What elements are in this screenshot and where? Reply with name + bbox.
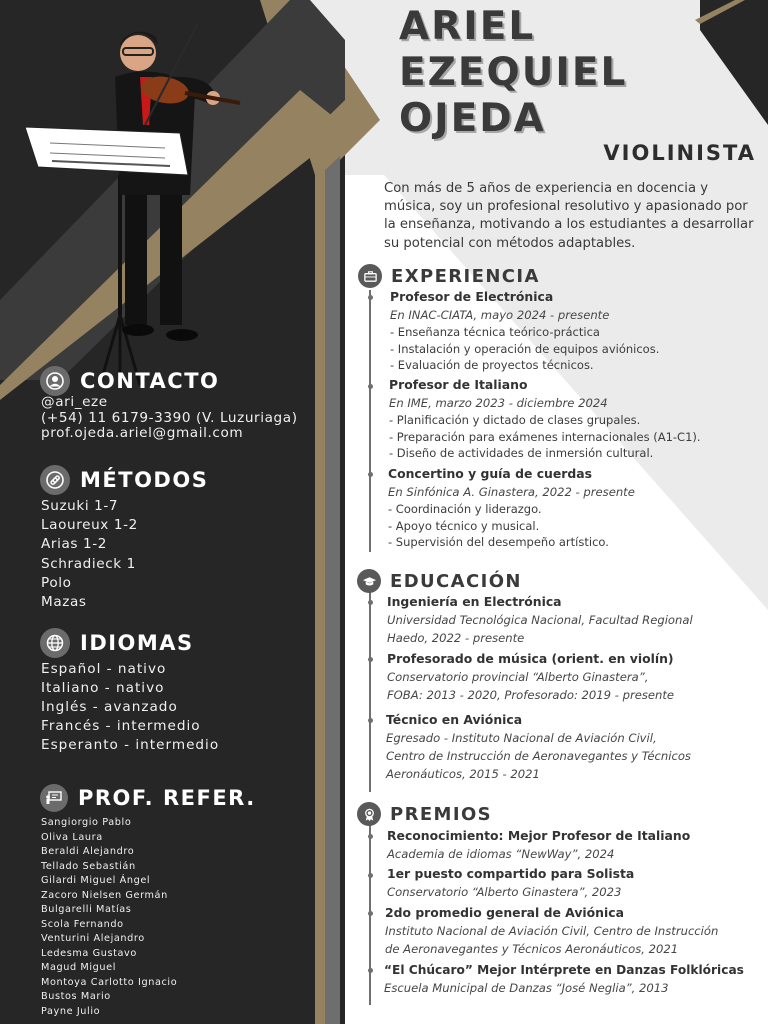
reference-item: Bulgarelli Matías [41,904,132,915]
entry-bullet: - Coordinación y liderazgo. [388,502,542,516]
profile-summary: Con más de 5 años de experiencia en docencia y música, soy un profesional resolutivo y apasionado por la enseñanza, motivando a los estudiantes a desarrollar su potencial con métodos adaptables. [384,181,754,251]
experience-entry [388,465,635,551]
entry-bullet: - Apoyo técnico y musical. [388,518,540,533]
name-line-3: OJEDA [399,96,546,141]
entry-title: 1er puesto compartido para Solista [387,866,635,881]
language-item: Italiano - nativo [41,680,165,697]
experience-heading [358,264,540,288]
entry-title: Profesor de Italiano [389,377,528,392]
contact-title: CONTACTO [80,369,220,393]
experience-timeline [369,290,371,552]
entry-detail: Academia de idiomas “NewWay”, 2024 [387,847,615,861]
awards-heading [357,802,492,826]
job-title: VIOLINISTA [603,141,756,165]
reference-item: Magud Miguel [41,962,117,973]
methods-title: MÉTODOS [80,468,209,492]
entry-bullet: - Evaluación de proyectos técnicos. [390,358,594,372]
education-timeline [369,592,371,792]
entry-title: Profesor de Electrónica [390,289,554,304]
entry-detail: de Aeronavegantes y Técnicos Aeronáuticos, 2021 [385,942,679,956]
entry-detail: Conservatorio provincial “Alberto Ginastera”, [387,670,649,684]
reference-item: Montoya Carlotto Ignacio [41,976,178,988]
name-line-1: ARIEL [399,4,536,49]
award-entry [387,865,634,901]
entry-bullet: - Preparación para exámenes internacionales (A1-C1). [389,429,701,444]
reference-item: Bustos Mario [41,991,111,1002]
timeline-dot [368,657,373,662]
method-item: Polo [41,574,72,591]
timeline-dot [368,834,373,839]
entry-detail: Aeronáuticos, 2015 - 2021 [386,767,540,781]
reference-item: Ledesma Gustavo [41,947,137,959]
reference-item: Scola Fernando [41,918,124,930]
reference-item: Gilardi Miguel Ángel [41,875,151,886]
reference-item: Oliva Laura [41,831,103,843]
award-icon [357,802,381,826]
experience-entry [389,376,701,462]
education-heading [357,569,522,593]
entry-bullet: - Supervisión del desempeño artístico. [388,535,609,549]
entry-title: “El Chúcaro” Mejor Intérprete en Danzas Folklóricas [384,963,744,977]
entry-detail: Instituto Nacional de Aviación Civil, Centro de Instrucción [385,924,719,938]
entry-subtitle: En IME, marzo 2023 - diciembre 2024 [389,396,608,410]
method-item: Schradieck 1 [41,555,136,572]
timeline-dot [368,600,373,605]
user-icon [40,366,70,396]
entry-detail: FOBA: 2013 - 2020, Profesorado: 2019 - presente [387,688,675,702]
methods-heading [40,465,208,495]
timeline-dot [368,968,373,973]
languages-heading [40,628,194,658]
award-entry [384,961,744,997]
timeline-dot [368,384,373,389]
entry-detail: Conservatorio “Alberto Ginastera”, 2023 [387,885,622,899]
timeline-dot [368,295,373,300]
experience-entry [390,288,659,374]
reference-item: Sangiorgio Pablo [41,817,132,828]
references-heading [40,784,256,812]
method-item: Suzuki 1-7 [41,498,119,514]
method-item: Arias 1-2 [41,536,108,553]
reference-item: Beraldi Alejandro [41,846,135,857]
reference-item: Zacoro Nielsen Germán [41,889,168,901]
entry-bullet: - Diseño de actividades de inmersión cultural. [389,446,654,460]
language-item: Español - nativo [41,661,167,677]
link-icon [40,465,70,495]
entry-bullet: - Planificación y dictado de clases grupales. [389,413,641,427]
violinist-photo [20,15,250,390]
entry-bullet: - Instalación y operación de equipos aviónicos. [390,341,660,356]
entry-detail: Escuela Municipal de Danzas “José Neglia”, 2013 [384,981,669,995]
references-title: PROF. REFER. [78,786,256,810]
timeline-dot [368,873,373,878]
timeline-dot [368,718,373,723]
briefcase-icon [358,264,382,288]
contact-email[interactable]: prof.ojeda.ariel@gmail.com [41,425,244,441]
reference-item: Payne Julio [41,1005,101,1017]
reference-item: Tellado Sebastián [41,860,136,872]
language-item: Esperanto - intermedio [41,737,220,754]
entry-detail: Centro de Instrucción de Aeronavegantes y Técnicos [386,749,691,763]
languages-title: IDIOMAS [80,631,194,655]
contact-list [41,395,298,442]
graduation-cap-icon [357,569,381,593]
methods-list [41,497,138,612]
entry-title: Técnico en Aviónica [386,712,523,727]
language-item: Francés - intermedio [41,718,201,735]
entry-title: Concertino y guía de cuerdas [388,466,592,481]
entry-subtitle: En INAC-CIATA, mayo 2024 - presente [390,308,610,322]
reference-item: Venturini Alejandro [41,933,145,944]
timeline-dot [368,911,373,916]
timeline-dot [368,472,373,477]
entry-detail: Universidad Tecnológica Nacional, Facultad Regional [387,613,693,627]
method-item: Mazas [41,594,87,611]
method-item: Laoureux 1-2 [41,517,138,534]
contact-phone[interactable]: (+54) 11 6179-3390 (V. Luzuriaga) [41,409,298,426]
entry-title: Ingeniería en Electrónica [387,594,562,609]
references-list [41,816,177,1019]
name-line-2: EZEQUIEL [399,50,628,95]
award-entry [387,827,690,863]
full-name [399,4,627,142]
education-entry [386,711,691,783]
entry-title: Profesorado de música (orient. en violín) [387,651,674,666]
entry-title: Reconocimiento: Mejor Profesor de Italiano [387,828,691,843]
language-item: Inglés - avanzado [41,699,178,716]
entry-title: 2do promedio general de Aviónica [385,905,624,920]
experience-title: EXPERIENCIA [391,265,540,287]
contact-heading [40,366,219,396]
awards-title: PREMIOS [390,803,493,825]
contact-social[interactable]: @ari_eze [41,394,108,410]
languages-list [41,660,219,755]
presentation-icon [40,784,68,812]
entry-detail: Egresado - Instituto Nacional de Aviación Civil, [386,731,657,745]
award-entry [385,904,718,958]
entry-detail: Haedo, 2022 - presente [387,631,525,645]
entry-subtitle: En Sinfónica A. Ginastera, 2022 - presente [388,485,635,499]
education-entry [387,593,693,647]
education-entry [387,650,674,704]
education-title: EDUCACIÓN [390,570,522,592]
globe-icon [40,628,70,658]
entry-bullet: - Enseñanza técnica teórico-práctica [390,325,600,339]
